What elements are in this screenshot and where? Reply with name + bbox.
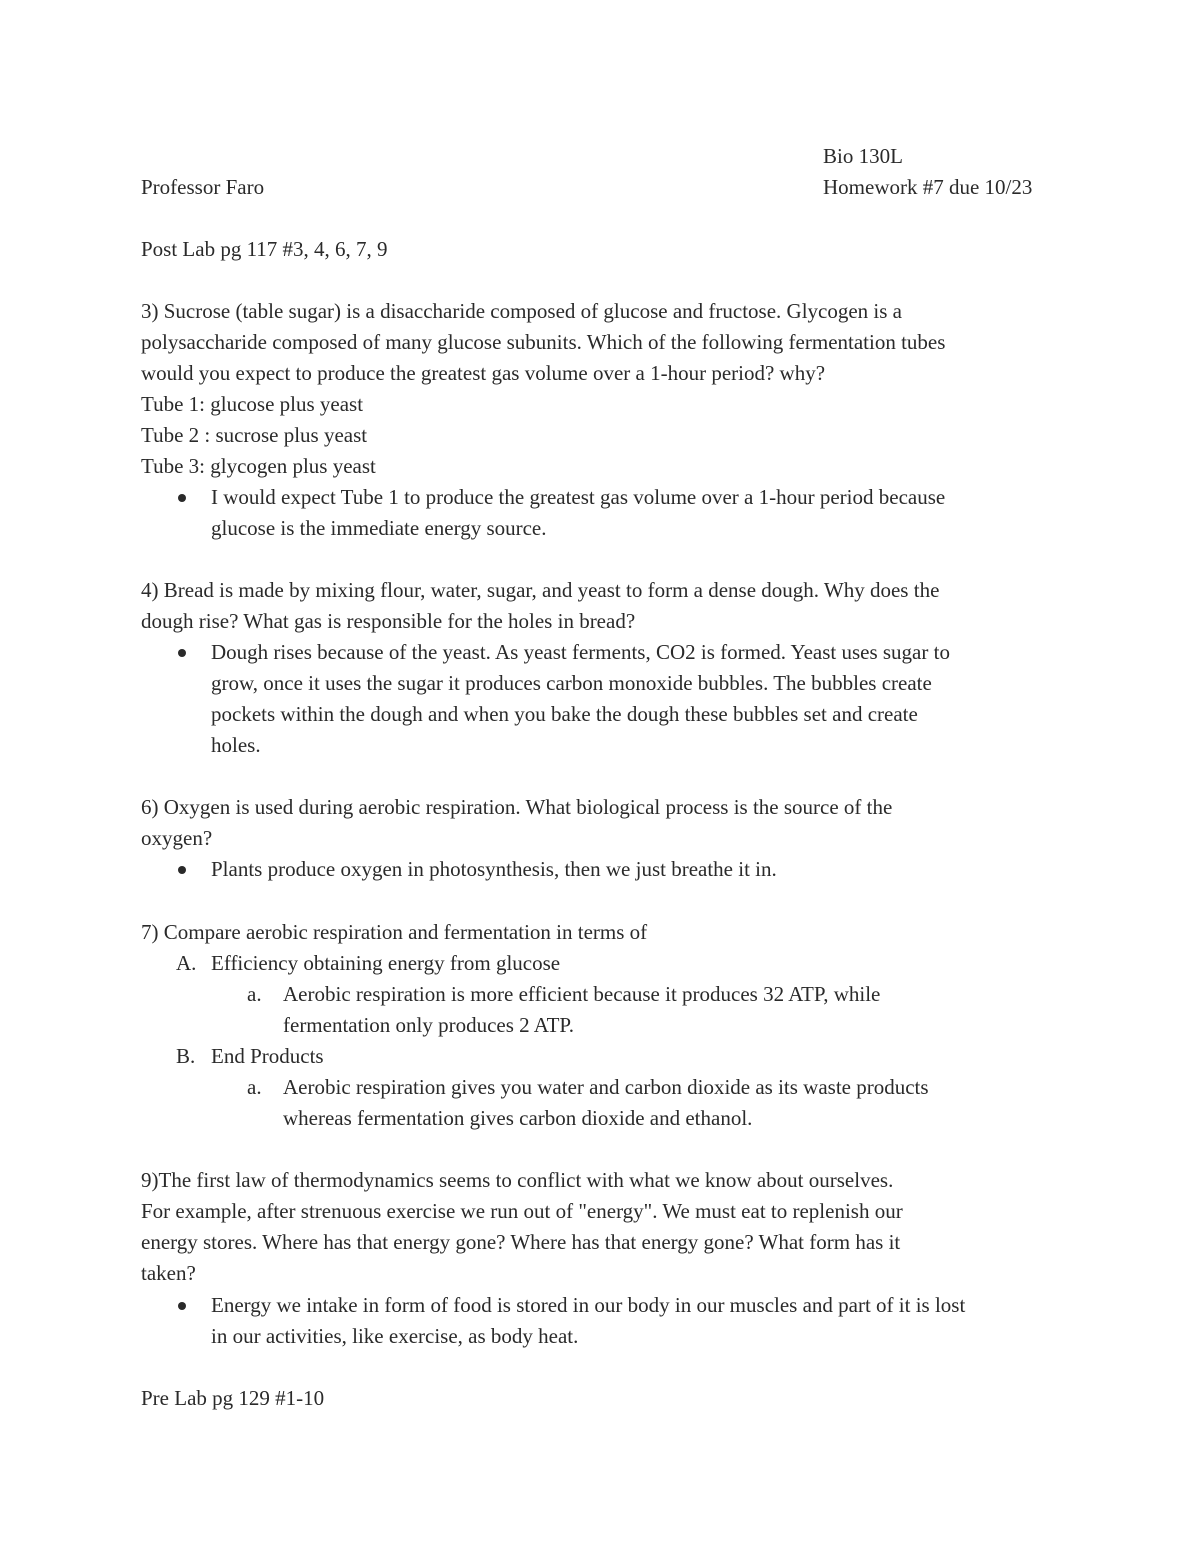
q4-text-line: 4) Bread is made by mixing flour, water, sugar, and yeast to form a dense dough. Why does the bbox=[141, 578, 940, 602]
q3-text-line: polysaccharide composed of many glucose subunits. Which of the following fermentation tubes bbox=[141, 330, 946, 354]
q3-tube-1: Tube 1: glucose plus yeast bbox=[141, 392, 364, 416]
q7-item-a: Efficiency obtaining energy from glucose bbox=[211, 951, 561, 975]
q4-answer-line: holes. bbox=[211, 733, 261, 757]
q7-item-b-detail: whereas fermentation gives carbon dioxide and ethanol. bbox=[283, 1106, 753, 1130]
assignment-title: Homework #7 due 10/23 bbox=[823, 175, 1033, 199]
q6-text-line: oxygen? bbox=[141, 826, 213, 850]
bullet-icon bbox=[178, 494, 186, 502]
q9-text-line: 9)The first law of thermodynamics seems to conflict with what we know about ourselves. bbox=[141, 1168, 894, 1192]
q4-text-line: dough rise? What gas is responsible for the holes in bread? bbox=[141, 609, 636, 633]
q3-tube-3: Tube 3: glycogen plus yeast bbox=[141, 454, 376, 478]
q9-answer-line: in our activities, like exercise, as body heat. bbox=[211, 1324, 579, 1348]
q7-sub-marker: a. bbox=[247, 1075, 262, 1099]
q4-answer-line: grow, once it uses the sugar it produces carbon monoxide bubbles. The bubbles create bbox=[211, 671, 932, 695]
q7-item-b: End Products bbox=[211, 1044, 324, 1068]
q9-answer-line: Energy we intake in form of food is stored in our body in our muscles and part of it is lost bbox=[211, 1293, 966, 1317]
q7-item-b-detail: Aerobic respiration gives you water and carbon dioxide as its waste products bbox=[283, 1075, 929, 1099]
q7-marker-a: A. bbox=[176, 951, 197, 975]
post-lab-heading: Post Lab pg 117 #3, 4, 6, 7, 9 bbox=[141, 237, 388, 261]
q3-answer-line: I would expect Tube 1 to produce the greatest gas volume over a 1-hour period because bbox=[211, 485, 946, 509]
q7-item-a-detail: Aerobic respiration is more efficient because it produces 32 ATP, while bbox=[283, 982, 881, 1006]
bullet-icon bbox=[178, 1302, 186, 1310]
q7-item-a-detail: fermentation only produces 2 ATP. bbox=[283, 1013, 575, 1037]
q3-tube-2: Tube 2 : sucrose plus yeast bbox=[141, 423, 368, 447]
q6-text-line: 6) Oxygen is used during aerobic respiration. What biological process is the source of the bbox=[141, 795, 893, 819]
bullet-icon bbox=[178, 649, 186, 657]
q4-answer-line: Dough rises because of the yeast. As yeast ferments, CO2 is formed. Yeast uses sugar to bbox=[211, 640, 950, 664]
professor-name: Professor Faro bbox=[141, 175, 265, 199]
bullet-icon bbox=[178, 866, 186, 874]
q7-marker-b: B. bbox=[176, 1044, 196, 1068]
q3-text-line: would you expect to produce the greatest gas volume over a 1-hour period? why? bbox=[141, 361, 826, 385]
q3-answer-line: glucose is the immediate energy source. bbox=[211, 516, 547, 540]
q6-answer-line: Plants produce oxygen in photosynthesis, then we just breathe it in. bbox=[211, 857, 777, 881]
q4-answer-line: pockets within the dough and when you bake the dough these bubbles set and create bbox=[211, 702, 918, 726]
q3-text-line: 3) Sucrose (table sugar) is a disaccharide composed of glucose and fructose. Glycogen is a bbox=[141, 299, 902, 323]
q9-text-line: taken? bbox=[141, 1261, 196, 1285]
pre-lab-heading: Pre Lab pg 129 #1-10 bbox=[141, 1386, 325, 1410]
q7-sub-marker: a. bbox=[247, 982, 262, 1006]
q7-intro: 7) Compare aerobic respiration and fermentation in terms of bbox=[141, 920, 648, 944]
course-code: Bio 130L bbox=[823, 144, 903, 168]
q9-text-line: energy stores. Where has that energy gone? Where has that energy gone? What form has it bbox=[141, 1230, 901, 1254]
q9-text-line: For example, after strenuous exercise we run out of "energy". We must eat to replenish our bbox=[141, 1199, 903, 1223]
